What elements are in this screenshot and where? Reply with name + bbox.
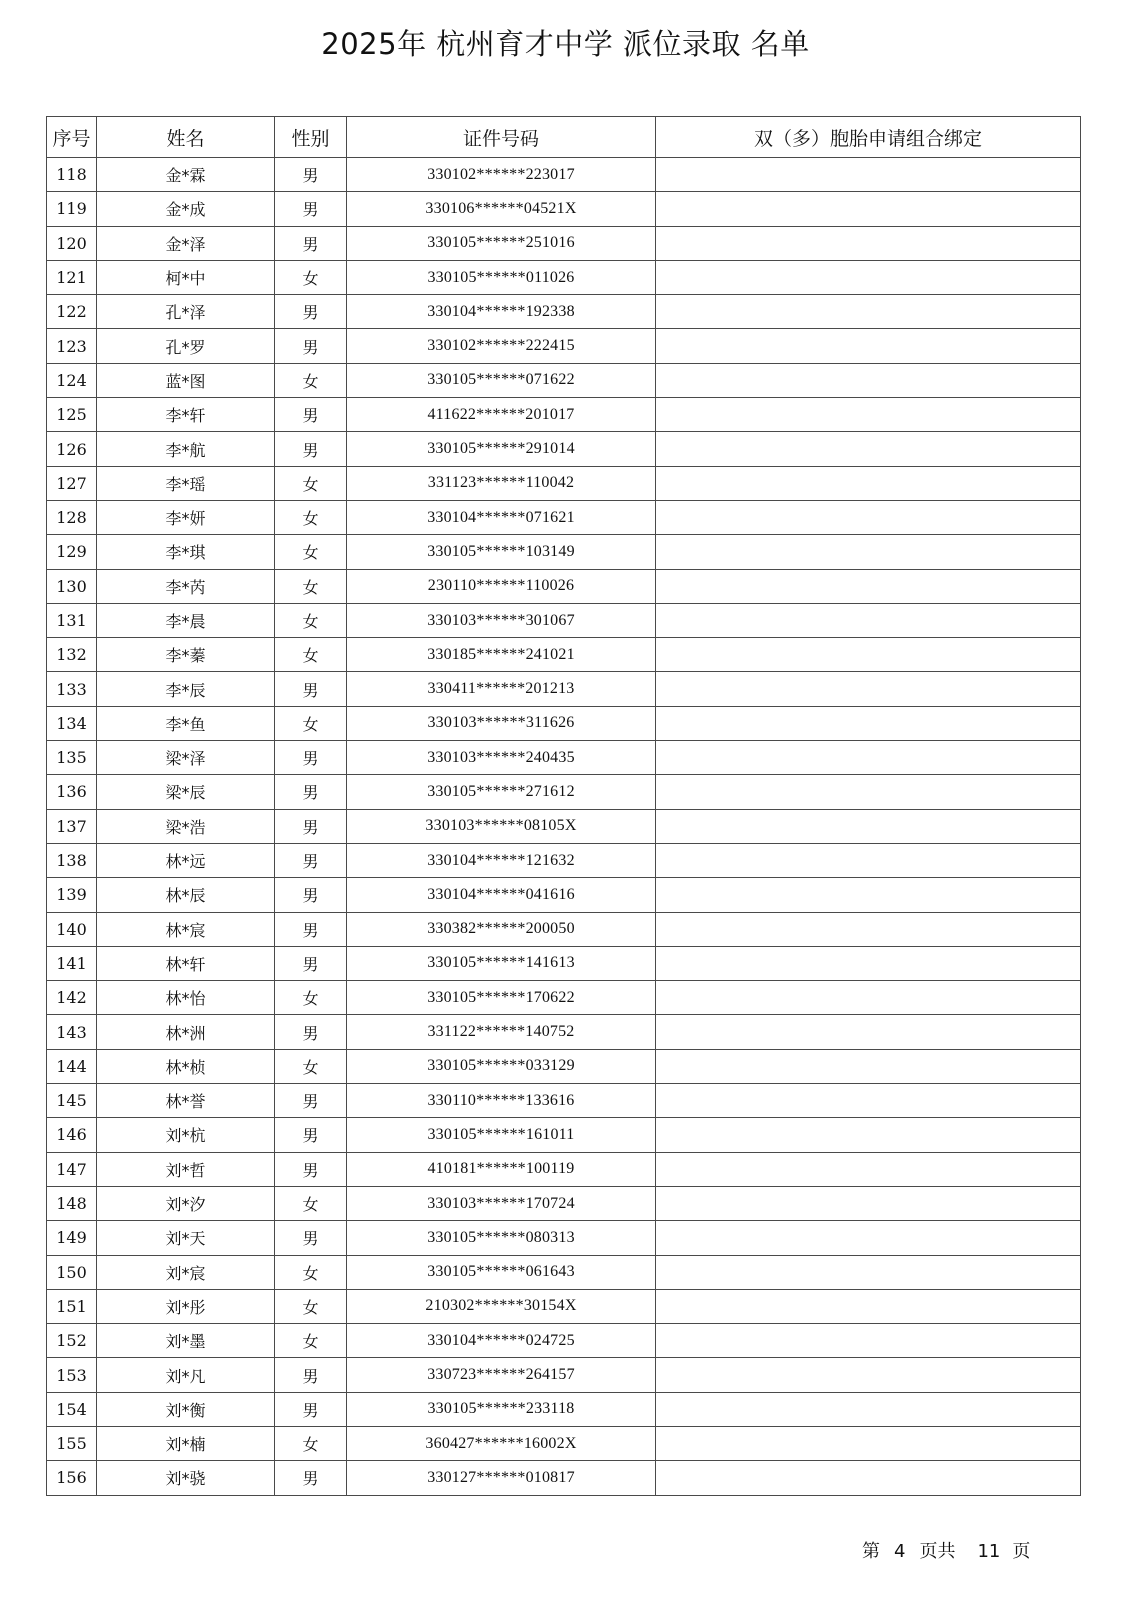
cell-name: 李*瑶 xyxy=(97,466,275,500)
cell-serial-number: 136 xyxy=(47,775,97,809)
cell-id-number: 330105******291014 xyxy=(347,432,656,466)
cell-twins-binding xyxy=(656,432,1081,466)
cell-name: 刘*墨 xyxy=(97,1324,275,1358)
cell-gender: 男 xyxy=(275,1221,347,1255)
cell-gender: 女 xyxy=(275,1324,347,1358)
table-row xyxy=(47,1392,1081,1426)
cell-name: 梁*浩 xyxy=(97,809,275,843)
cell-name: 刘*天 xyxy=(97,1221,275,1255)
cell-twins-binding xyxy=(656,706,1081,740)
cell-twins-binding xyxy=(656,1015,1081,1049)
cell-twins-binding xyxy=(656,809,1081,843)
cell-gender: 男 xyxy=(275,1084,347,1118)
header-twins-binding: 双（多）胞胎申请组合绑定 xyxy=(656,117,1081,158)
cell-serial-number: 130 xyxy=(47,569,97,603)
cell-gender: 男 xyxy=(275,1461,347,1495)
cell-gender: 女 xyxy=(275,500,347,534)
cell-twins-binding xyxy=(656,775,1081,809)
table-row xyxy=(47,329,1081,363)
cell-id-number: 331123******110042 xyxy=(347,466,656,500)
cell-gender: 女 xyxy=(275,1289,347,1323)
cell-twins-binding xyxy=(656,569,1081,603)
cell-name: 梁*泽 xyxy=(97,741,275,775)
table-header-row xyxy=(47,117,1081,158)
footer-page-prefix: 第 xyxy=(862,1541,880,1562)
cell-serial-number: 154 xyxy=(47,1392,97,1426)
cell-serial-number: 120 xyxy=(47,226,97,260)
cell-serial-number: 119 xyxy=(47,192,97,226)
cell-serial-number: 124 xyxy=(47,363,97,397)
cell-name: 李*鱼 xyxy=(97,706,275,740)
cell-serial-number: 131 xyxy=(47,603,97,637)
footer-page-middle: 页共 xyxy=(919,1541,956,1562)
cell-id-number: 331122******140752 xyxy=(347,1015,656,1049)
cell-id-number: 330104******121632 xyxy=(347,843,656,877)
cell-id-number: 330103******08105X xyxy=(347,809,656,843)
cell-id-number: 330411******201213 xyxy=(347,672,656,706)
cell-name: 刘*衡 xyxy=(97,1392,275,1426)
cell-gender: 女 xyxy=(275,1255,347,1289)
cell-name: 柯*中 xyxy=(97,260,275,294)
cell-serial-number: 142 xyxy=(47,981,97,1015)
cell-twins-binding xyxy=(656,1289,1081,1323)
cell-name: 李*琪 xyxy=(97,535,275,569)
cell-name: 金*泽 xyxy=(97,226,275,260)
table-row xyxy=(47,295,1081,329)
cell-serial-number: 127 xyxy=(47,466,97,500)
footer-current-page: 4 xyxy=(894,1541,906,1562)
cell-serial-number: 122 xyxy=(47,295,97,329)
cell-twins-binding xyxy=(656,946,1081,980)
table-row xyxy=(47,1461,1081,1495)
cell-name: 李*轩 xyxy=(97,398,275,432)
table-row xyxy=(47,192,1081,226)
cell-serial-number: 140 xyxy=(47,912,97,946)
cell-gender: 男 xyxy=(275,432,347,466)
cell-serial-number: 151 xyxy=(47,1289,97,1323)
table-row xyxy=(47,1049,1081,1083)
cell-name: 梁*辰 xyxy=(97,775,275,809)
cell-id-number: 410181******100119 xyxy=(347,1152,656,1186)
cell-name: 林*辰 xyxy=(97,878,275,912)
cell-serial-number: 152 xyxy=(47,1324,97,1358)
cell-gender: 男 xyxy=(275,775,347,809)
cell-name: 李*妍 xyxy=(97,500,275,534)
cell-name: 金*成 xyxy=(97,192,275,226)
cell-gender: 男 xyxy=(275,741,347,775)
cell-serial-number: 144 xyxy=(47,1049,97,1083)
cell-serial-number: 137 xyxy=(47,809,97,843)
cell-gender: 女 xyxy=(275,466,347,500)
cell-id-number: 330106******04521X xyxy=(347,192,656,226)
table-row xyxy=(47,432,1081,466)
cell-name: 金*霖 xyxy=(97,158,275,192)
cell-id-number: 330104******192338 xyxy=(347,295,656,329)
cell-id-number: 330382******200050 xyxy=(347,912,656,946)
cell-twins-binding xyxy=(656,843,1081,877)
cell-gender: 男 xyxy=(275,672,347,706)
cell-name: 孔*罗 xyxy=(97,329,275,363)
cell-serial-number: 138 xyxy=(47,843,97,877)
cell-name: 李*辰 xyxy=(97,672,275,706)
cell-gender: 男 xyxy=(275,878,347,912)
cell-serial-number: 139 xyxy=(47,878,97,912)
table-row xyxy=(47,603,1081,637)
cell-name: 李*晨 xyxy=(97,603,275,637)
cell-twins-binding xyxy=(656,912,1081,946)
cell-name: 林*远 xyxy=(97,843,275,877)
cell-serial-number: 150 xyxy=(47,1255,97,1289)
cell-twins-binding xyxy=(656,398,1081,432)
cell-twins-binding xyxy=(656,466,1081,500)
enrollment-table xyxy=(46,116,1081,1496)
cell-serial-number: 135 xyxy=(47,741,97,775)
header-serial-number: 序号 xyxy=(47,117,97,158)
table-row xyxy=(47,1186,1081,1220)
cell-name: 刘*彤 xyxy=(97,1289,275,1323)
cell-twins-binding xyxy=(656,535,1081,569)
cell-id-number: 330104******071621 xyxy=(347,500,656,534)
cell-twins-binding xyxy=(656,1084,1081,1118)
cell-id-number: 330105******033129 xyxy=(347,1049,656,1083)
cell-id-number: 330105******103149 xyxy=(347,535,656,569)
table-row xyxy=(47,1289,1081,1323)
cell-id-number: 330105******061643 xyxy=(347,1255,656,1289)
cell-gender: 男 xyxy=(275,158,347,192)
cell-twins-binding xyxy=(656,1221,1081,1255)
cell-id-number: 330103******170724 xyxy=(347,1186,656,1220)
cell-id-number: 330723******264157 xyxy=(347,1358,656,1392)
cell-serial-number: 121 xyxy=(47,260,97,294)
header-id-number: 证件号码 xyxy=(347,117,656,158)
cell-id-number: 330105******271612 xyxy=(347,775,656,809)
footer-total-pages: 11 xyxy=(977,1541,1001,1562)
table-row xyxy=(47,809,1081,843)
cell-name: 林*桢 xyxy=(97,1049,275,1083)
cell-gender: 女 xyxy=(275,363,347,397)
cell-id-number: 330105******080313 xyxy=(347,1221,656,1255)
cell-gender: 男 xyxy=(275,295,347,329)
cell-twins-binding xyxy=(656,981,1081,1015)
cell-twins-binding xyxy=(656,1186,1081,1220)
cell-twins-binding xyxy=(656,1118,1081,1152)
table-row xyxy=(47,912,1081,946)
cell-serial-number: 126 xyxy=(47,432,97,466)
cell-id-number: 330102******222415 xyxy=(347,329,656,363)
table-row xyxy=(47,672,1081,706)
cell-serial-number: 128 xyxy=(47,500,97,534)
cell-serial-number: 153 xyxy=(47,1358,97,1392)
cell-serial-number: 155 xyxy=(47,1426,97,1460)
document-title: 2025年 杭州育才中学 派位录取 名单 xyxy=(321,27,810,61)
cell-serial-number: 125 xyxy=(47,398,97,432)
table-row xyxy=(47,638,1081,672)
cell-twins-binding xyxy=(656,672,1081,706)
cell-twins-binding xyxy=(656,192,1081,226)
cell-twins-binding xyxy=(656,158,1081,192)
cell-twins-binding xyxy=(656,1049,1081,1083)
table-row xyxy=(47,260,1081,294)
table-row xyxy=(47,1324,1081,1358)
cell-serial-number: 141 xyxy=(47,946,97,980)
cell-gender: 女 xyxy=(275,638,347,672)
cell-gender: 男 xyxy=(275,1358,347,1392)
cell-twins-binding xyxy=(656,638,1081,672)
cell-id-number: 360427******16002X xyxy=(347,1426,656,1460)
cell-id-number: 330105******161011 xyxy=(347,1118,656,1152)
cell-gender: 男 xyxy=(275,226,347,260)
cell-serial-number: 118 xyxy=(47,158,97,192)
cell-serial-number: 123 xyxy=(47,329,97,363)
cell-twins-binding xyxy=(656,363,1081,397)
cell-gender: 男 xyxy=(275,912,347,946)
cell-gender: 男 xyxy=(275,1392,347,1426)
cell-twins-binding xyxy=(656,741,1081,775)
cell-gender: 男 xyxy=(275,192,347,226)
cell-serial-number: 133 xyxy=(47,672,97,706)
table-row xyxy=(47,500,1081,534)
table-row xyxy=(47,775,1081,809)
cell-gender: 女 xyxy=(275,981,347,1015)
cell-id-number: 330105******141613 xyxy=(347,946,656,980)
cell-gender: 女 xyxy=(275,260,347,294)
table-row xyxy=(47,1358,1081,1392)
cell-gender: 男 xyxy=(275,946,347,980)
cell-gender: 女 xyxy=(275,706,347,740)
cell-name: 蓝*图 xyxy=(97,363,275,397)
table-row xyxy=(47,1426,1081,1460)
cell-id-number: 330104******041616 xyxy=(347,878,656,912)
cell-name: 刘*楠 xyxy=(97,1426,275,1460)
cell-twins-binding xyxy=(656,878,1081,912)
cell-serial-number: 147 xyxy=(47,1152,97,1186)
cell-serial-number: 145 xyxy=(47,1084,97,1118)
table-row xyxy=(47,158,1081,192)
cell-name: 刘*哲 xyxy=(97,1152,275,1186)
cell-name: 林*洲 xyxy=(97,1015,275,1049)
cell-serial-number: 132 xyxy=(47,638,97,672)
cell-name: 刘*汐 xyxy=(97,1186,275,1220)
cell-gender: 男 xyxy=(275,809,347,843)
table-row xyxy=(47,535,1081,569)
cell-name: 林*誉 xyxy=(97,1084,275,1118)
cell-twins-binding xyxy=(656,1358,1081,1392)
cell-name: 李*航 xyxy=(97,432,275,466)
cell-serial-number: 143 xyxy=(47,1015,97,1049)
cell-serial-number: 129 xyxy=(47,535,97,569)
footer-page-suffix: 页 xyxy=(1012,1541,1031,1562)
cell-serial-number: 156 xyxy=(47,1461,97,1495)
cell-gender: 女 xyxy=(275,1049,347,1083)
page-footer xyxy=(862,1537,1030,1563)
cell-twins-binding xyxy=(656,1426,1081,1460)
cell-name: 林*轩 xyxy=(97,946,275,980)
cell-gender: 女 xyxy=(275,603,347,637)
cell-id-number: 330105******251016 xyxy=(347,226,656,260)
table-row xyxy=(47,1255,1081,1289)
cell-name: 孔*泽 xyxy=(97,295,275,329)
cell-name: 刘*骁 xyxy=(97,1461,275,1495)
table-row xyxy=(47,981,1081,1015)
cell-id-number: 330105******170622 xyxy=(347,981,656,1015)
table-row xyxy=(47,878,1081,912)
cell-id-number: 330105******071622 xyxy=(347,363,656,397)
table-row xyxy=(47,569,1081,603)
cell-twins-binding xyxy=(656,260,1081,294)
table-row xyxy=(47,1221,1081,1255)
cell-id-number: 411622******201017 xyxy=(347,398,656,432)
cell-serial-number: 149 xyxy=(47,1221,97,1255)
cell-twins-binding xyxy=(656,1392,1081,1426)
table-row xyxy=(47,706,1081,740)
table-row xyxy=(47,1084,1081,1118)
cell-serial-number: 134 xyxy=(47,706,97,740)
header-name: 姓名 xyxy=(97,117,275,158)
cell-id-number: 230110******110026 xyxy=(347,569,656,603)
cell-id-number: 330127******010817 xyxy=(347,1461,656,1495)
table-row xyxy=(47,946,1081,980)
cell-twins-binding xyxy=(656,1152,1081,1186)
table-row xyxy=(47,363,1081,397)
cell-gender: 男 xyxy=(275,1152,347,1186)
cell-id-number: 330110******133616 xyxy=(347,1084,656,1118)
cell-gender: 男 xyxy=(275,398,347,432)
cell-id-number: 330103******301067 xyxy=(347,603,656,637)
table-row xyxy=(47,226,1081,260)
cell-twins-binding xyxy=(656,226,1081,260)
cell-id-number: 210302******30154X xyxy=(347,1289,656,1323)
cell-twins-binding xyxy=(656,295,1081,329)
cell-gender: 女 xyxy=(275,535,347,569)
cell-name: 刘*凡 xyxy=(97,1358,275,1392)
cell-serial-number: 148 xyxy=(47,1186,97,1220)
cell-twins-binding xyxy=(656,603,1081,637)
cell-gender: 男 xyxy=(275,1118,347,1152)
cell-name: 李*蓁 xyxy=(97,638,275,672)
cell-gender: 男 xyxy=(275,329,347,363)
cell-id-number: 330104******024725 xyxy=(347,1324,656,1358)
table-row xyxy=(47,1118,1081,1152)
cell-id-number: 330102******223017 xyxy=(347,158,656,192)
cell-name: 李*芮 xyxy=(97,569,275,603)
cell-id-number: 330103******311626 xyxy=(347,706,656,740)
cell-id-number: 330105******011026 xyxy=(347,260,656,294)
cell-gender: 男 xyxy=(275,843,347,877)
cell-name: 刘*杭 xyxy=(97,1118,275,1152)
cell-twins-binding xyxy=(656,1324,1081,1358)
table-body xyxy=(47,158,1081,1496)
table-row xyxy=(47,1015,1081,1049)
cell-id-number: 330185******241021 xyxy=(347,638,656,672)
cell-twins-binding xyxy=(656,1461,1081,1495)
cell-gender: 女 xyxy=(275,1426,347,1460)
cell-twins-binding xyxy=(656,500,1081,534)
cell-gender: 男 xyxy=(275,1015,347,1049)
cell-serial-number: 146 xyxy=(47,1118,97,1152)
cell-gender: 女 xyxy=(275,569,347,603)
table-row xyxy=(47,398,1081,432)
table-row xyxy=(47,466,1081,500)
cell-name: 刘*宸 xyxy=(97,1255,275,1289)
cell-twins-binding xyxy=(656,329,1081,363)
table-row xyxy=(47,1152,1081,1186)
table-row xyxy=(47,741,1081,775)
header-gender: 性别 xyxy=(275,117,347,158)
table-row xyxy=(47,843,1081,877)
cell-id-number: 330105******233118 xyxy=(347,1392,656,1426)
cell-twins-binding xyxy=(656,1255,1081,1289)
cell-name: 林*宸 xyxy=(97,912,275,946)
cell-name: 林*怡 xyxy=(97,981,275,1015)
cell-gender: 女 xyxy=(275,1186,347,1220)
cell-id-number: 330103******240435 xyxy=(347,741,656,775)
